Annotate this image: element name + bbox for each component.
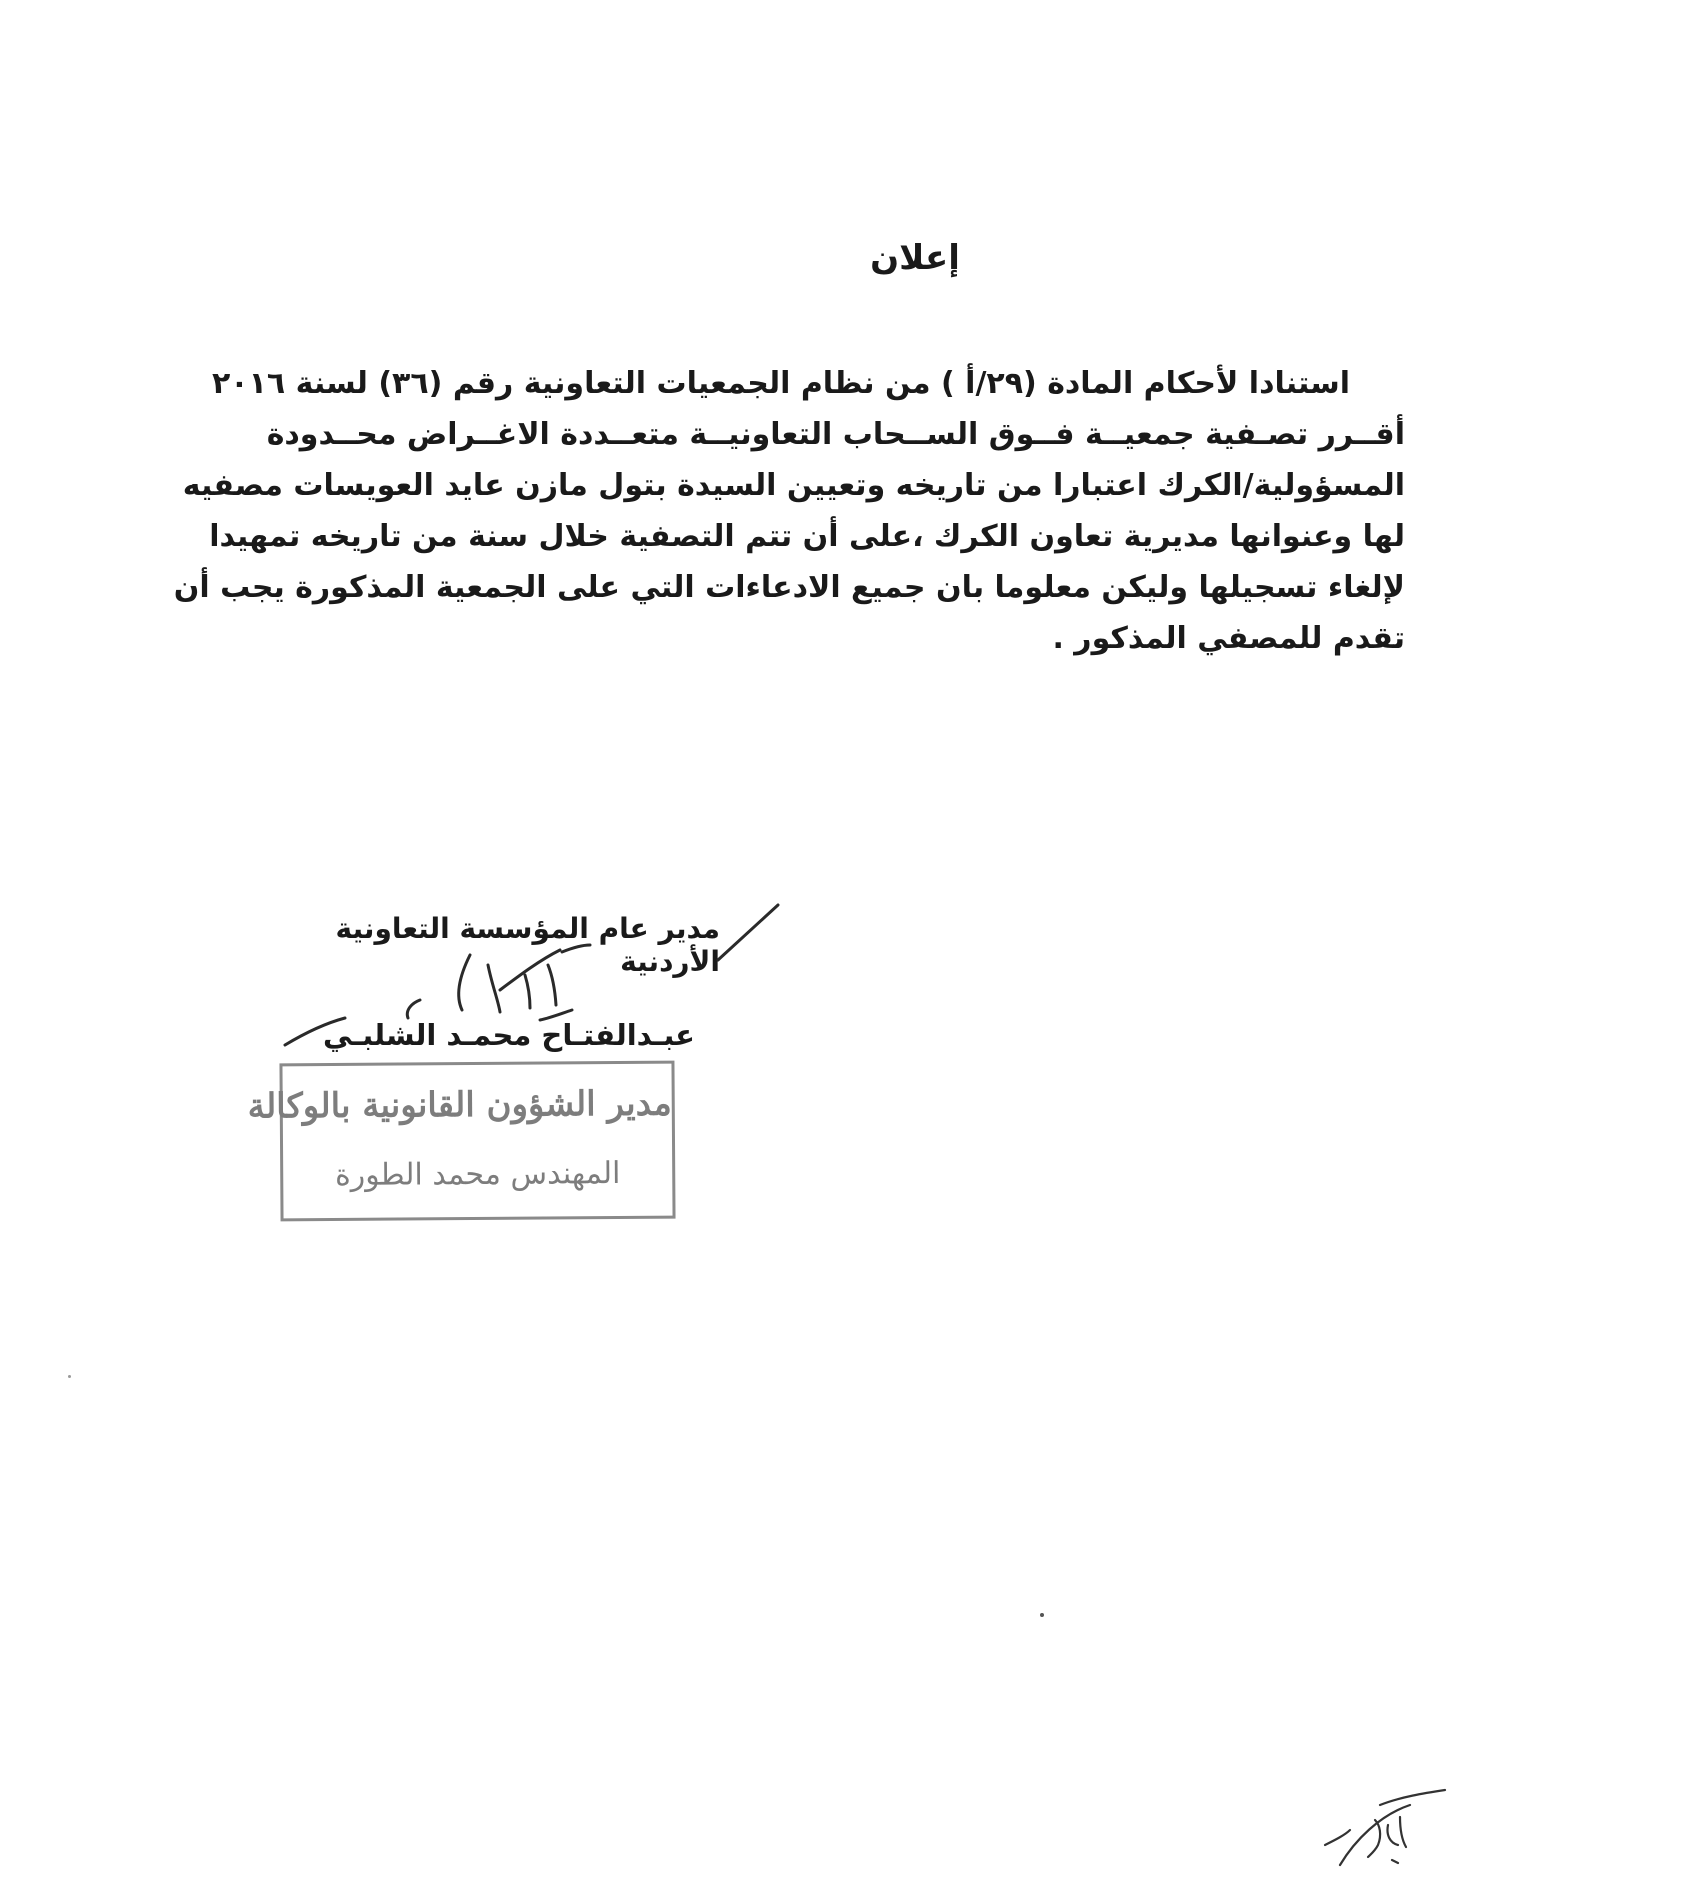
- official-stamp: [247, 1061, 675, 1222]
- body-line-2: أقــرر تصـفية جمعيــة فــوق الســحاب التعاونيــة متعــددة الاغــراض محــدودة: [266, 417, 1405, 452]
- body-line-3: المسؤولية/الكرك اعتبارا من تاريخه وتعيين السيدة بتول مازن عايد العويسات مصفيه: [182, 468, 1405, 503]
- announcement-body: [173, 358, 1405, 664]
- stamp-title-line: مدير الشؤون القانونية بالوكالة: [247, 1083, 672, 1127]
- scan-speck: [68, 1375, 71, 1378]
- body-line-4: لها وعنوانها مديرية تعاون الكرك ،على أن تتم التصفية خلال سنة من تاريخه تمهيدا: [209, 519, 1405, 554]
- body-line-1: استنادا لأحكام المادة (٢٩/أ ) من نظام الجمعيات التعاونية رقم (٣٦) لسنة ٢٠١٦: [211, 366, 1350, 401]
- signer-name: عبـدالفتـاح محمـد الشلبـي: [323, 1018, 695, 1052]
- body-line-5: لإلغاء تسجيلها وليكن معلوما بان جميع الادعاءات التي على الجمعية المذكورة يجب أن: [173, 570, 1405, 605]
- body-line-6: تقدم للمصفي المذكور .: [1052, 621, 1405, 656]
- stamp-name-line: المهندس محمد الطورة: [334, 1156, 621, 1193]
- scan-speck: [1040, 1613, 1044, 1617]
- document-title: إعلان: [870, 238, 960, 278]
- signer-position-title: مدير عام المؤسسة التعاونية الأردنية: [335, 912, 720, 978]
- handwritten-initials: [1320, 1785, 1460, 1875]
